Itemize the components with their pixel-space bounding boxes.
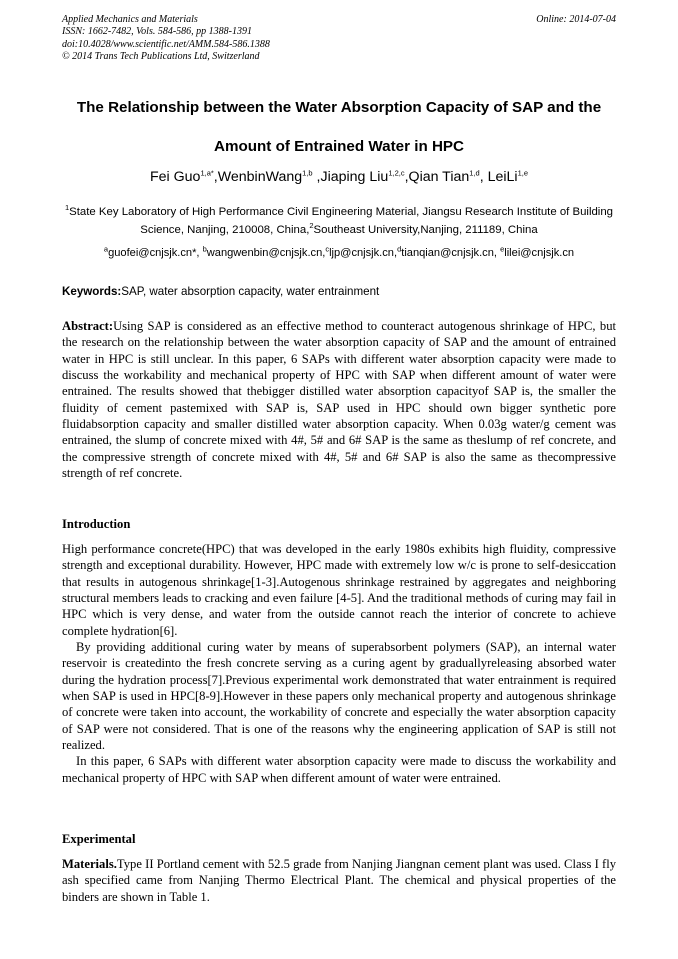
author-affiliation-mark: 1,2,c (388, 168, 405, 178)
keywords-text: SAP, water absorption capacity, water entrainment (121, 285, 380, 298)
author (409, 169, 488, 185)
affiliation-text: State Key Laboratory of High Performance Civil Engineering Material, Jiangsu Research Institute of Building Science, Nanjing, 210008, China, (69, 206, 614, 236)
abstract (62, 318, 616, 481)
email-address[interactable]: wangwenbin@cnjsjk.cn, (206, 247, 326, 259)
author-name: WenbinWang (217, 169, 303, 185)
journal-name: Applied Mechanics and Materials (62, 14, 198, 25)
email-address[interactable]: lilei@cnjsjk.cn (504, 247, 575, 259)
author (150, 169, 218, 185)
author-name: Fei Guo (149, 169, 201, 185)
author-separator: , (312, 169, 321, 185)
author (218, 169, 321, 185)
introduction-heading: Introduction (62, 517, 131, 531)
author (320, 169, 408, 185)
email-mark: a (103, 244, 109, 254)
copyright-line: © 2014 Trans Tech Publications Ltd, Switzerland (62, 50, 260, 62)
intro-paragraph: In this paper, 6 SAPs with different water absorption capacity were made to discuss the workability and mechanical property of HPC with SAP when different amount of water were entrained. (62, 754, 616, 785)
issn-line: ISSN: 1662-7482, Vols. 584-586, pp 1388-1391 (62, 26, 252, 38)
materials-paragraph (62, 856, 616, 905)
author-affiliation-mark: 1,e (517, 168, 529, 178)
intro-paragraph: By providing additional curing water by means of superabsorbent polymers (SAP), an internal water reservoir is createdinto the fresh concrete serving as a curing agent by graduallyreleasing absorbed water during the hydration process[7].Previous experimental work demonstrated that water entrainment is required when SAP is used in HPC[8-9].However in these papers only mechanical property and autogenous shrinkage of concrete were taken into account, the workability of concrete and especially the water absorption capacity of SAP were not considered. That is one of the reasons why the engineering application of SAP is still not realized. (62, 640, 616, 753)
author-separator: , (213, 169, 218, 185)
email-mark: d (397, 244, 402, 254)
email-mark: c (325, 244, 330, 254)
abstract-text: Using SAP is considered as an effective method to counteract autogenous shrinkage of HPC, but the research on the relationship between the water absorption capacity of SAP and the amount of entrained water in HPC is still unclear. In this paper, 6 SAPs with different water absorption capacity were made to discuss the workability and mechanical property of HPC with SAP when different amount of water were entrained. The results showed that thebigger distilled water absorption capacityof SAP is, the smaller the fluidity of cement pastemixed with SAP is, SAP used in HPC should own bigger synthetic pore fluidabsorption capacity and smaller distilled water absorption capacity. When 0.03g water/g cement was entrained, the slump of concrete mixed with 4#, 5# and 6# SAP is the same as theslump of ref concrete, and the compressive strength of concrete mixed with 4#, 5# and 6# SAP is also the same as thecompressive strength of ref concrete. (62, 319, 616, 481)
online-date: Online: 2014-07-04 (536, 14, 616, 25)
affiliation-mark: 1 (64, 203, 70, 213)
affiliation-text: Southeast University,Nanjing, 211189, China (313, 224, 538, 236)
experimental-heading: Experimental (62, 832, 136, 846)
materials-text: Type II Portland cement with 52.5 grade from Nanjing Jiangnan cement plant was used. Class I fly ash specified came from Nanjing Thermo Electrical Plant. The chemical and physical properties of the binders are shown in Table 1. (62, 857, 616, 904)
abstract-label: Abstract: (62, 319, 114, 333)
paper-title (40, 88, 638, 166)
keywords-label: Keywords: (62, 285, 122, 298)
keywords (62, 284, 616, 299)
affiliation-mark: 2 (309, 221, 314, 231)
author-list (40, 168, 638, 186)
email-mark: e (500, 244, 505, 254)
author-affiliation-mark: 1,d (469, 168, 480, 178)
email-address[interactable]: guofei@cnjsjk.cn (108, 247, 193, 259)
email-mark: b (202, 244, 207, 254)
author-affiliation-mark: 1,a* (200, 168, 214, 178)
email-suffix: *, (192, 247, 203, 259)
doi-line: doi:10.4028/www.scientific.net/AMM.584-586.1388 (62, 38, 270, 50)
author-separator: , (404, 169, 409, 185)
author-affiliation-mark: 1,b (302, 168, 313, 178)
author-name: Jiaping Liu (320, 169, 389, 185)
intro-paragraph: High performance concrete(HPC) that was developed in the early 1980s exhibits high fluidity, compressive strength and exceptional durability. However, HPC made with extremely low w/c is prone to self-desiccation that results in autogenous shrinkage[1-3].Autogenous shrinkage restrained by aggregates and neighboring structural members leads to cracking and even failure [4-5]. And the traditional methods of curing may fail in HPC which is very dense, and water from the outside cannot reach the interior of concrete to achieve complete hydration[6]. (62, 542, 616, 638)
affiliations (52, 203, 626, 239)
introduction-body (62, 541, 616, 786)
materials-label: Materials. (62, 857, 117, 871)
title-line-2: Amount of Entrained Water in HPC (213, 138, 465, 155)
email-address[interactable]: ljp@cnjsjk.cn, (329, 247, 398, 259)
email-list (40, 246, 638, 261)
author (488, 169, 528, 185)
journal-header (62, 14, 616, 63)
title-line-1: The Relationship between the Water Absorption Capacity of SAP and the (76, 99, 602, 116)
email-address[interactable]: tianqian@cnjsjk.cn, (401, 247, 497, 259)
author-name: Qian Tian (408, 169, 470, 185)
author-name: LeiLi (487, 169, 518, 185)
author-separator: , (479, 169, 488, 185)
